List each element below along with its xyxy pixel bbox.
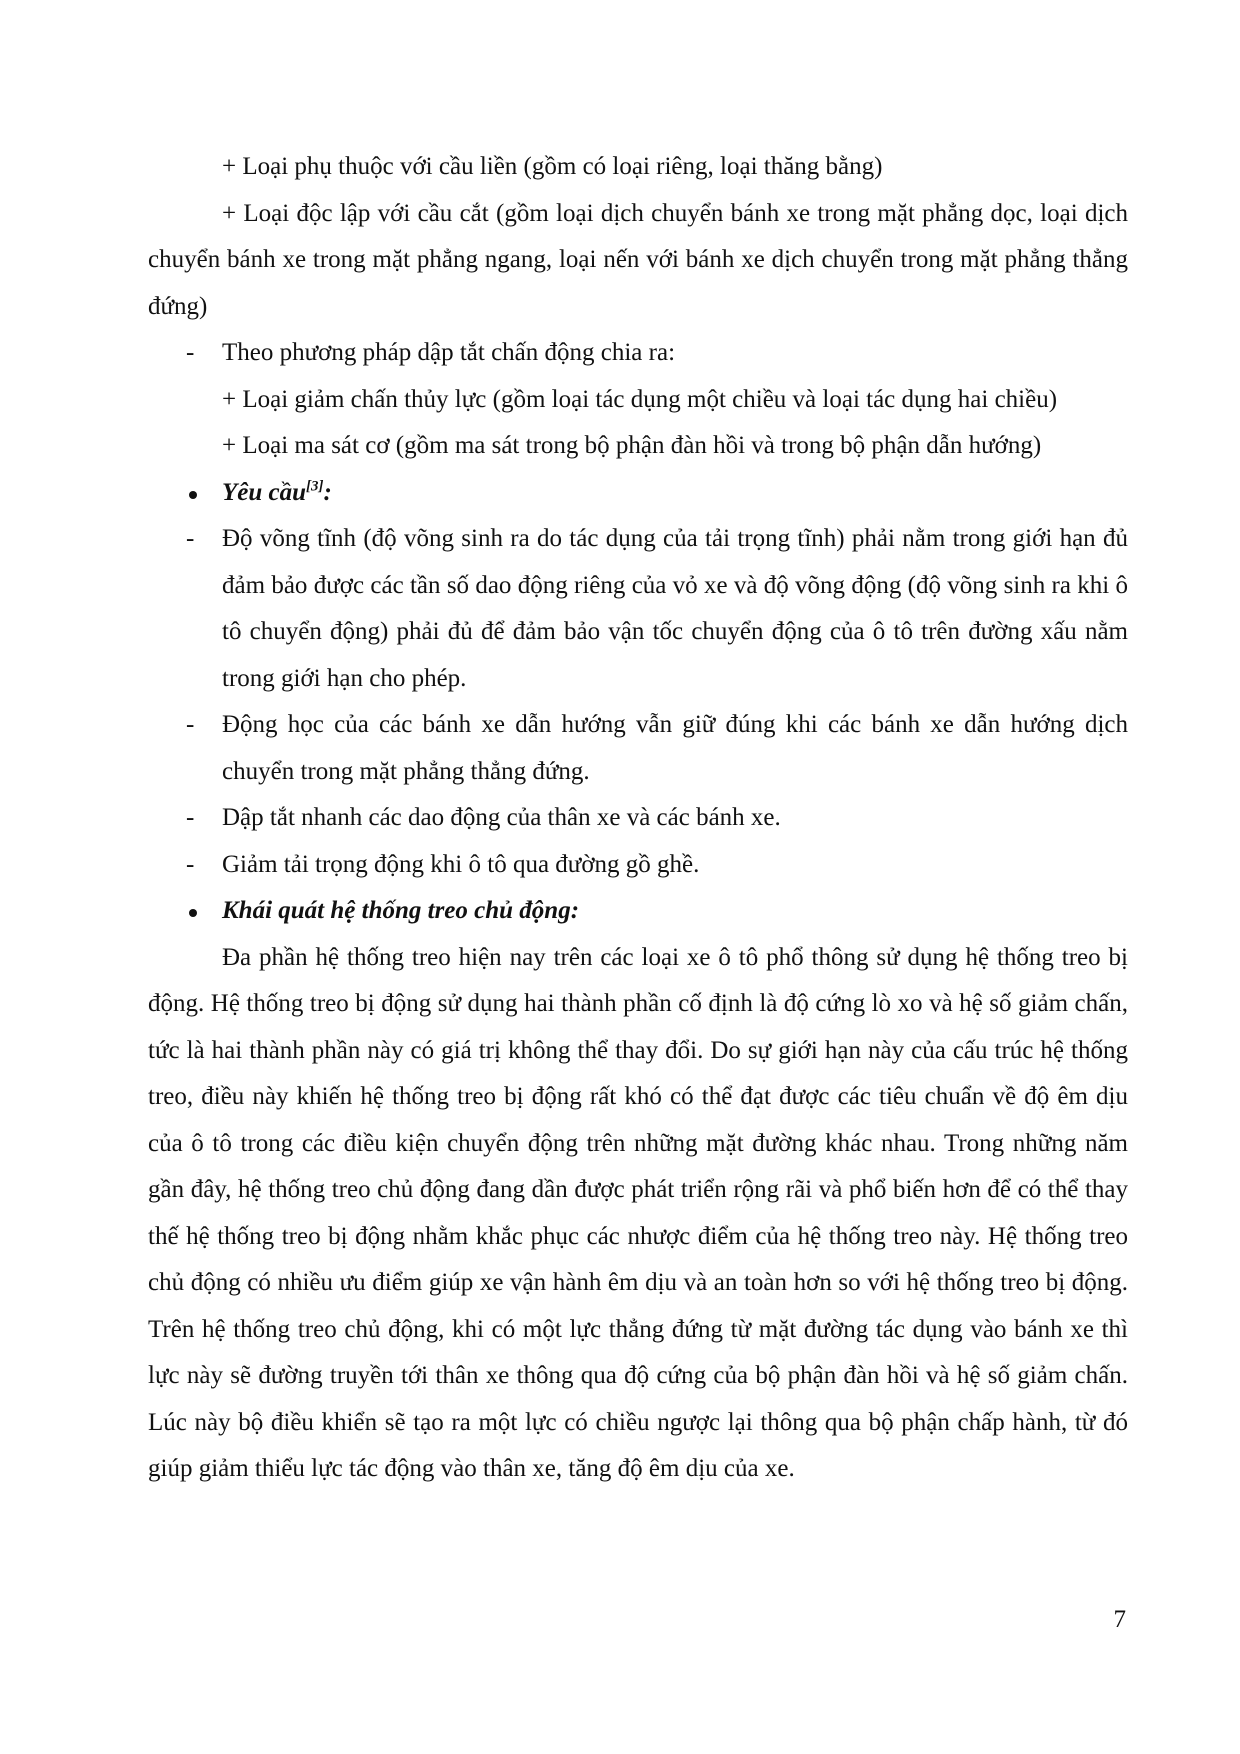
requirement-item: [148, 702, 1128, 795]
requirement-item-text: Độ võng tĩnh (độ võng sinh ra do tác dụng của tải trọng tĩnh) phải nằm trong giới hạn đủ đảm bảo được các tần số dao động riêng của vỏ xe và độ võng động (độ võng sinh ra khi ô tô chuyển động) phải đủ để đảm bảo vận tốc chuyển động của ô tô trên đường xấu nằm trong giới hạn cho phép.: [222, 525, 1128, 692]
bullet-icon: [189, 491, 197, 499]
text-line-dependent-type: + Loại phụ thuộc với cầu liền (gồm có loại riêng, loại thăng bằng): [222, 153, 883, 180]
dash-item-text: Theo phương pháp dập tắt chấn động chia ra:: [222, 339, 676, 366]
requirement-item: [148, 842, 1128, 889]
requirement-item-text: Giảm tải trọng động khi ô tô qua đường gồ ghề.: [222, 850, 700, 878]
heading-colon: :: [323, 478, 332, 506]
dash-marker: -: [186, 525, 195, 552]
requirement-item-text: Dập tắt nhanh các dao động của thân xe và các bánh xe.: [222, 804, 781, 831]
dash-marker: -: [186, 711, 195, 738]
requirement-item: [148, 516, 1128, 702]
dash-marker: -: [186, 339, 195, 366]
dash-marker: -: [186, 804, 195, 831]
requirement-item: [148, 795, 1128, 842]
requirements-heading: [148, 470, 1128, 517]
text-line-independent-type: + Loại độc lập với cầu cắt (gồm loại dịch chuyển bánh xe trong mặt phẳng dọc, loại dịch chuyển bánh xe trong mặt phẳng ngang, loại nến với bánh xe dịch chuyển trong mặt phẳng thẳng đứng): [148, 199, 1128, 320]
overview-paragraph: Đa phần hệ thống treo hiện nay trên các loại xe ô tô phổ thông sử dụng hệ thống treo bị động. Hệ thống treo bị động sử dụng hai thành phần cố định là độ cứng lò xo và hệ số giảm chấn, tức là hai thành phần này có giá trị không thể thay đổi. Do sự giới hạn này của cấu trúc hệ thống treo, điều này khiến hệ thống treo bị động rất khó có thể đạt được các tiêu chuẩn về độ êm dịu của ô tô trong các điều kiện chuyển động trên những mặt đường khác nhau. Trong những năm gần đây, hệ thống treo chủ động đang dần được phát triển rộng rãi và phổ biến hơn để có thể thay thế hệ thống treo bị động nhằm khắc phục các nhược điểm của hệ thống treo này. Hệ thống treo chủ động có nhiều ưu điểm giúp xe vận hành êm dịu và an toàn hơn so với hệ thống treo bị động. Trên hệ thống treo chủ động, khi có một lực thẳng đứng từ mặt đường tác dụng vào bánh xe thì lực này sẽ đường truyền tới thân xe thông qua độ cứng của bộ phận đàn hồi và hệ số giảm chấn. Lúc này bộ điều khiển sẽ tạo ra một lực có chiều ngược lại thông qua bộ phận chấp hành, từ đó giúp giảm thiểu lực tác động vào thân xe, tăng độ êm dịu của xe.: [148, 943, 1128, 1482]
bullet-icon: [189, 909, 197, 917]
dash-marker: -: [186, 850, 195, 878]
page-content: [148, 144, 1128, 1493]
page-number: 7: [1113, 1606, 1126, 1633]
overview-heading: [148, 888, 1128, 935]
text-line-mechanical-friction: + Loại ma sát cơ (gồm ma sát trong bộ phận đàn hồi và trong bộ phận dẫn hướng): [222, 432, 1042, 459]
requirements-heading-text: Yêu cầu: [222, 478, 307, 506]
overview-heading-text: Khái quát hệ thống treo chủ động:: [222, 897, 580, 924]
dash-item-damping-method: [148, 330, 1128, 377]
citation-reference: [3]: [306, 478, 324, 495]
text-line-hydraulic-damper: + Loại giảm chấn thủy lực (gồm loại tác dụng một chiều và loại tác dụng hai chiều): [222, 385, 1058, 413]
requirement-item-text: Động học của các bánh xe dẫn hướng vẫn giữ đúng khi các bánh xe dẫn hướng dịch chuyển trong mặt phẳng thẳng đứng.: [222, 711, 1128, 785]
